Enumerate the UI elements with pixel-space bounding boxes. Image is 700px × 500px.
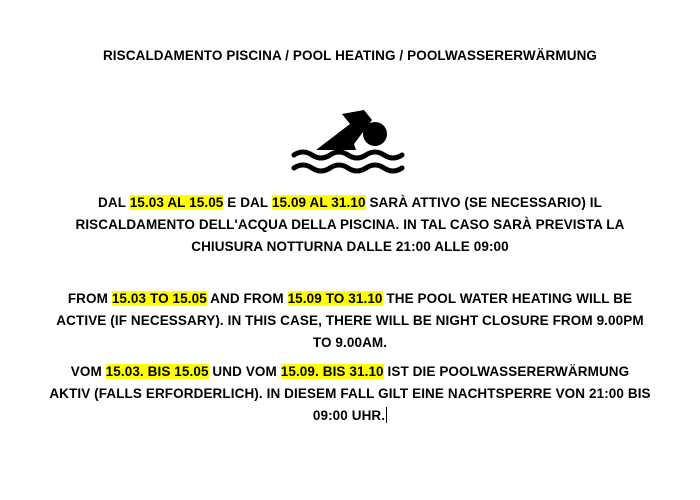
text: AND FROM bbox=[206, 291, 288, 306]
italian-paragraph bbox=[40, 192, 660, 258]
text: 09:00 UHR. bbox=[312, 408, 386, 423]
text: IST DIE POOLWASSERERWÄRMUNG bbox=[383, 364, 630, 379]
italian-line-1 bbox=[40, 192, 660, 214]
text: VOM bbox=[70, 364, 106, 379]
text: DAL bbox=[98, 195, 130, 210]
text-cursor bbox=[386, 407, 387, 423]
document-title: RISCALDAMENTO PISCINA / POOL HEATING / POOLWASSERERWÄRMUNG bbox=[102, 48, 598, 63]
text: FROM bbox=[67, 291, 112, 306]
highlight-date: 15.09. BIS 31.10 bbox=[280, 364, 384, 379]
highlight-date: 15.03 AL 15.05 bbox=[129, 195, 224, 210]
swimmer-icon bbox=[290, 106, 406, 176]
german-line-3 bbox=[40, 405, 660, 427]
highlight-date: 15.03 TO 15.05 bbox=[111, 291, 207, 306]
text: E DAL bbox=[223, 195, 272, 210]
italian-line-2: RISCALDAMENTO DELL'ACQUA DELLA PISCINA. IN TAL CASO SARÀ PREVISTA LA bbox=[75, 217, 625, 232]
german-line-1 bbox=[40, 361, 660, 383]
highlight-date: 15.09 TO 31.10 bbox=[287, 291, 383, 306]
text: SARÀ ATTIVO (SE NECESSARIO) IL bbox=[365, 195, 602, 210]
english-line-1 bbox=[40, 288, 660, 310]
english-line-2: ACTIVE (IF NECESSARY). IN THIS CASE, THERE WILL BE NIGHT CLOSURE FROM 9.00PM bbox=[56, 313, 644, 328]
german-line-2: AKTIV (FALLS ERFORDERLICH). IN DIESEM FALL GILT EINE NACHTSPERRE VON 21:00 BIS bbox=[49, 386, 651, 401]
highlight-date: 15.09 AL 31.10 bbox=[271, 195, 366, 210]
text: THE POOL WATER HEATING WILL BE bbox=[382, 291, 633, 306]
english-paragraph bbox=[40, 288, 660, 354]
text: UND VOM bbox=[208, 364, 281, 379]
highlight-date: 15.03. BIS 15.05 bbox=[105, 364, 209, 379]
german-paragraph bbox=[40, 361, 660, 427]
italian-line-3: CHIUSURA NOTTURNA DALLE 21:00 ALLE 09:00 bbox=[191, 239, 509, 254]
english-line-3: TO 9.00AM. bbox=[312, 335, 388, 350]
